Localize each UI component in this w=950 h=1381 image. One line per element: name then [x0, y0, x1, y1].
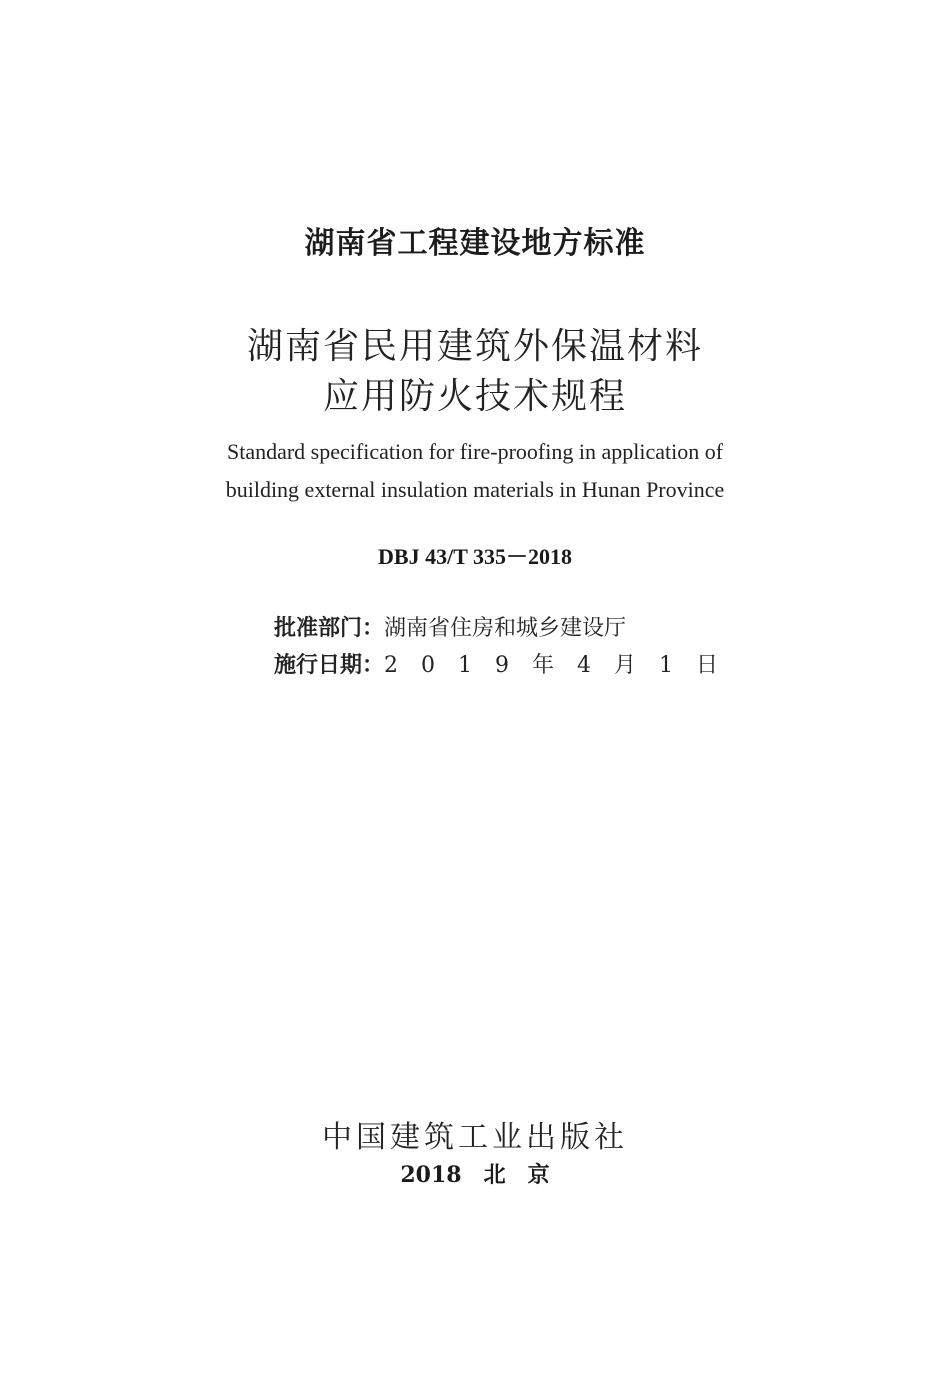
standard-code: DBJ 43/T 335－2018: [378, 544, 572, 569]
approval-department-label: 批准部门：: [274, 615, 385, 641]
approval-department-value: 湖南省住房和城乡建设厅: [384, 616, 627, 641]
effective-date: [274, 648, 726, 679]
approval-department: [274, 611, 626, 642]
chinese-title-line-2: 应用防火技术规程: [322, 376, 627, 417]
publisher: 中国建筑工业出版社: [322, 1120, 628, 1155]
english-title-line-1: Standard specification for fire-proofing in application of: [226, 439, 724, 464]
series-title: 湖南省工程建设地方标准: [304, 226, 646, 261]
effective-date-label: 施行日期：: [274, 652, 385, 678]
publication-year-place: 2018 北 京: [400, 1162, 550, 1188]
chinese-title-line-1: 湖南省民用建筑外保温材料: [246, 326, 703, 367]
effective-date-value: 2 0 1 9 年 4 月 1 日: [384, 653, 726, 678]
english-title-line-2: building external insulation materials in Hunan Province: [225, 477, 725, 502]
